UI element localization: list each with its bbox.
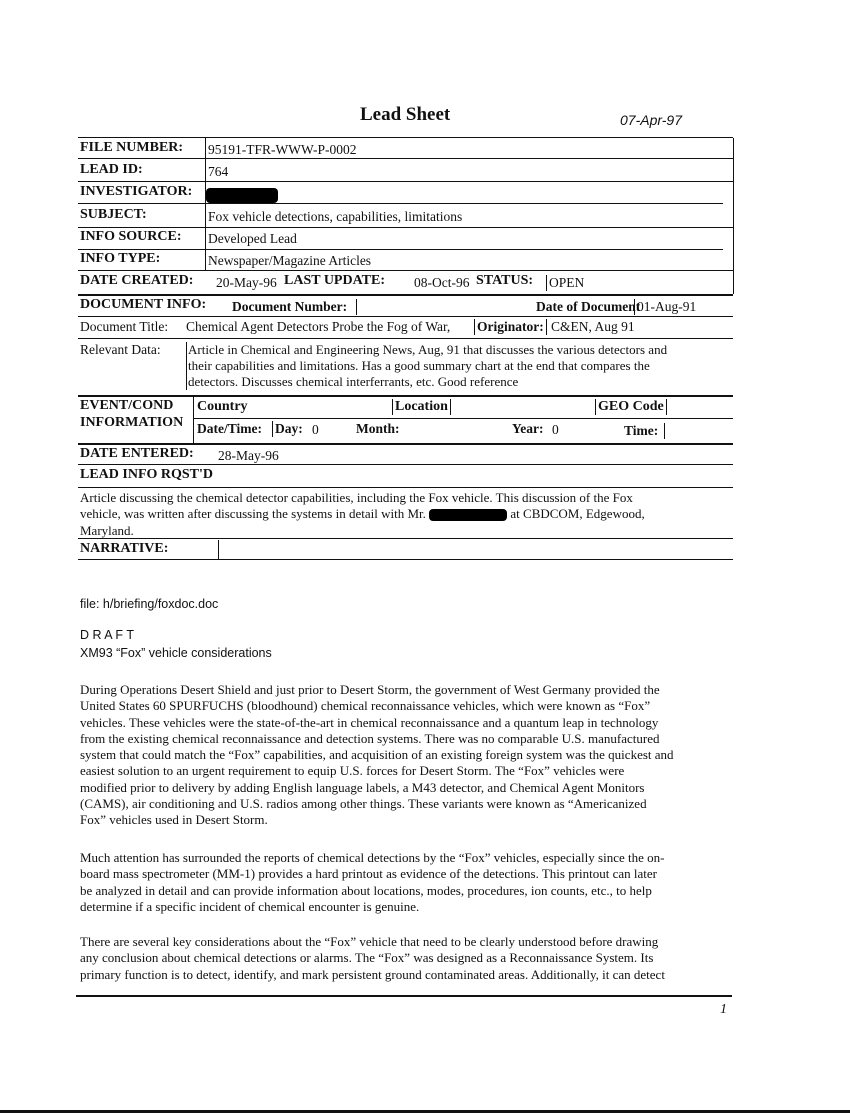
lead-info-label: LEAD INFO RQST'D bbox=[80, 467, 214, 482]
body-heading: XM93 “Fox” vehicle considerations bbox=[80, 646, 272, 660]
geo-code-label: GEO Code bbox=[595, 399, 667, 415]
text-line: detectors. Discusses chemical interferrants, etc. Good reference bbox=[188, 374, 519, 389]
text-line: During Operations Desert Shield and just prior to Desert Storm, the government of West Germany provided the bbox=[80, 682, 660, 697]
originator-value: C&EN, Aug 91 bbox=[551, 319, 635, 334]
day-label: Day: bbox=[272, 421, 303, 437]
info-type-label: INFO TYPE: bbox=[80, 251, 161, 266]
last-update-value: 08-Oct-96 bbox=[414, 275, 470, 290]
text-line: Much attention has surrounded the reports of chemical detections by the “Fox” vehicles, especially since the on- bbox=[80, 850, 665, 865]
text-line: easiest solution to an urgent requirement to equip U.S. forces for Desert Storm. The “Fox” vehicles were bbox=[80, 763, 625, 779]
text-line: modified prior to delivery by adding English language labels, a M43 detector, and Chemical Agent Monitors bbox=[80, 779, 645, 795]
file-number-value: 95191-TFR-WWW-P-0002 bbox=[208, 142, 357, 157]
lead-id-value: 764 bbox=[208, 164, 229, 179]
draft-label: D R A F T bbox=[80, 628, 134, 642]
page-title: Lead Sheet bbox=[360, 104, 451, 125]
date-entered-label: DATE ENTERED: bbox=[80, 446, 194, 461]
text-line: Maryland. bbox=[80, 522, 134, 538]
paragraph-2 bbox=[80, 850, 720, 915]
info-source-label: INFO SOURCE: bbox=[80, 229, 182, 244]
paragraph-1 bbox=[80, 682, 720, 829]
text-line: Article in Chemical and Engineering News, Aug, 91 that discusses the various detectors and bbox=[188, 342, 668, 357]
info-type-value: Newspaper/Magazine Articles bbox=[208, 253, 372, 268]
investigator-label: INVESTIGATOR: bbox=[80, 184, 193, 199]
text-line: their capabilities and limitations. Has a good summary chart at the end that compares the bbox=[188, 358, 650, 373]
year-label: Year: bbox=[512, 421, 544, 436]
text-line: system that could match the “Fox” capabilities, and acquisition of an existing foreign system was the quickest and bbox=[80, 747, 674, 763]
last-update-label: LAST UPDATE: bbox=[284, 273, 386, 288]
day-value: 0 bbox=[312, 422, 319, 437]
date-created-value: 20-May-96 bbox=[216, 275, 277, 290]
country-label: Country bbox=[197, 399, 248, 414]
text-line: Article discussing the chemical detector capabilities, including the Fox vehicle. This discussion of the Fox bbox=[80, 490, 633, 505]
text-line: be analyzed in detail and can provide information about locations, modes, procedures, ion counts, etc., to help bbox=[80, 882, 652, 898]
text-line: any conclusion about chemical detections or alarms. The “Fox” was designed as a Reconnaissance System. Its bbox=[80, 950, 654, 966]
document-title-value: Chemical Agent Detectors Probe the Fog of War, bbox=[186, 319, 451, 334]
originator-label: Originator: bbox=[474, 319, 547, 335]
page-number: 1 bbox=[720, 1002, 727, 1017]
text-line: primary function is to detect, identify, and mark persistent ground contaminated areas. Additionally, it can detect bbox=[80, 966, 665, 982]
relevant-data-label: Relevant Data: bbox=[80, 342, 161, 357]
file-path: file: h/briefing/foxdoc.doc bbox=[80, 597, 219, 611]
text-line: vehicles. These vehicles were the state-of-the-art in chemical reconnaissance and a quantum leap in technology bbox=[80, 714, 659, 730]
text-line: determine if a specific incident of chemical encounter is genuine. bbox=[80, 898, 420, 914]
document-title-label: Document Title: bbox=[80, 319, 169, 334]
event-label-1: EVENT/COND bbox=[80, 398, 174, 413]
location-label: Location bbox=[392, 399, 451, 415]
year-value: 0 bbox=[552, 422, 559, 437]
subject-value: Fox vehicle detections, capabilities, limitations bbox=[208, 209, 463, 224]
time-label: Time: bbox=[624, 423, 665, 439]
date-entered-value: 28-May-96 bbox=[218, 448, 279, 463]
text-line bbox=[80, 506, 730, 522]
datetime-label: Date/Time: bbox=[197, 421, 262, 436]
paragraph-3 bbox=[80, 934, 720, 983]
status-label: STATUS: bbox=[476, 273, 534, 288]
document-info-label: DOCUMENT INFO: bbox=[80, 297, 207, 312]
status-value: OPEN bbox=[546, 275, 584, 291]
lead-id-label: LEAD ID: bbox=[80, 162, 143, 177]
investigator-redaction bbox=[206, 186, 278, 204]
lead-info-text bbox=[80, 490, 730, 539]
narrative-label: NARRATIVE: bbox=[80, 541, 169, 556]
event-label-2: INFORMATION bbox=[80, 415, 184, 430]
text-line: board mass spectrometer (MM-1) provides a hard printout as evidence of the detections. This printout can later bbox=[80, 866, 658, 882]
info-source-value: Developed Lead bbox=[208, 231, 297, 246]
date-of-document-value: 01-Aug-91 bbox=[634, 299, 696, 315]
text-segment: at CBDCOM, Edgewood, bbox=[510, 506, 645, 522]
text-segment: vehicle, was written after discussing the systems in detail with Mr. bbox=[80, 506, 426, 522]
text-line: Fox” vehicles used in Desert Storm. bbox=[80, 812, 268, 828]
name-redaction bbox=[429, 509, 507, 521]
date-created-label: DATE CREATED: bbox=[80, 273, 194, 288]
relevant-data-text bbox=[186, 342, 828, 390]
text-line: from the existing chemical reconnaissance and detection systems. There was no comparable U.S. manufactured bbox=[80, 730, 660, 746]
file-number-label: FILE NUMBER: bbox=[80, 140, 184, 155]
month-label: Month: bbox=[356, 421, 400, 436]
print-date: 07-Apr-97 bbox=[620, 112, 683, 128]
document-number-label: Document Number: bbox=[232, 299, 357, 315]
text-line: There are several key considerations about the “Fox” vehicle that need to be clearly understood before drawing bbox=[80, 934, 659, 949]
text-line: (CAMS), air conditioning and U.S. radios among other things. These variants were known as “Americanized bbox=[80, 796, 647, 812]
date-of-document-label: Date of Document bbox=[536, 299, 641, 314]
text-line: United States 60 SPURFUCHS (bloodhound) chemical reconnaissance vehicles, which were known as “Fox” bbox=[80, 698, 651, 714]
subject-label: SUBJECT: bbox=[80, 207, 147, 222]
